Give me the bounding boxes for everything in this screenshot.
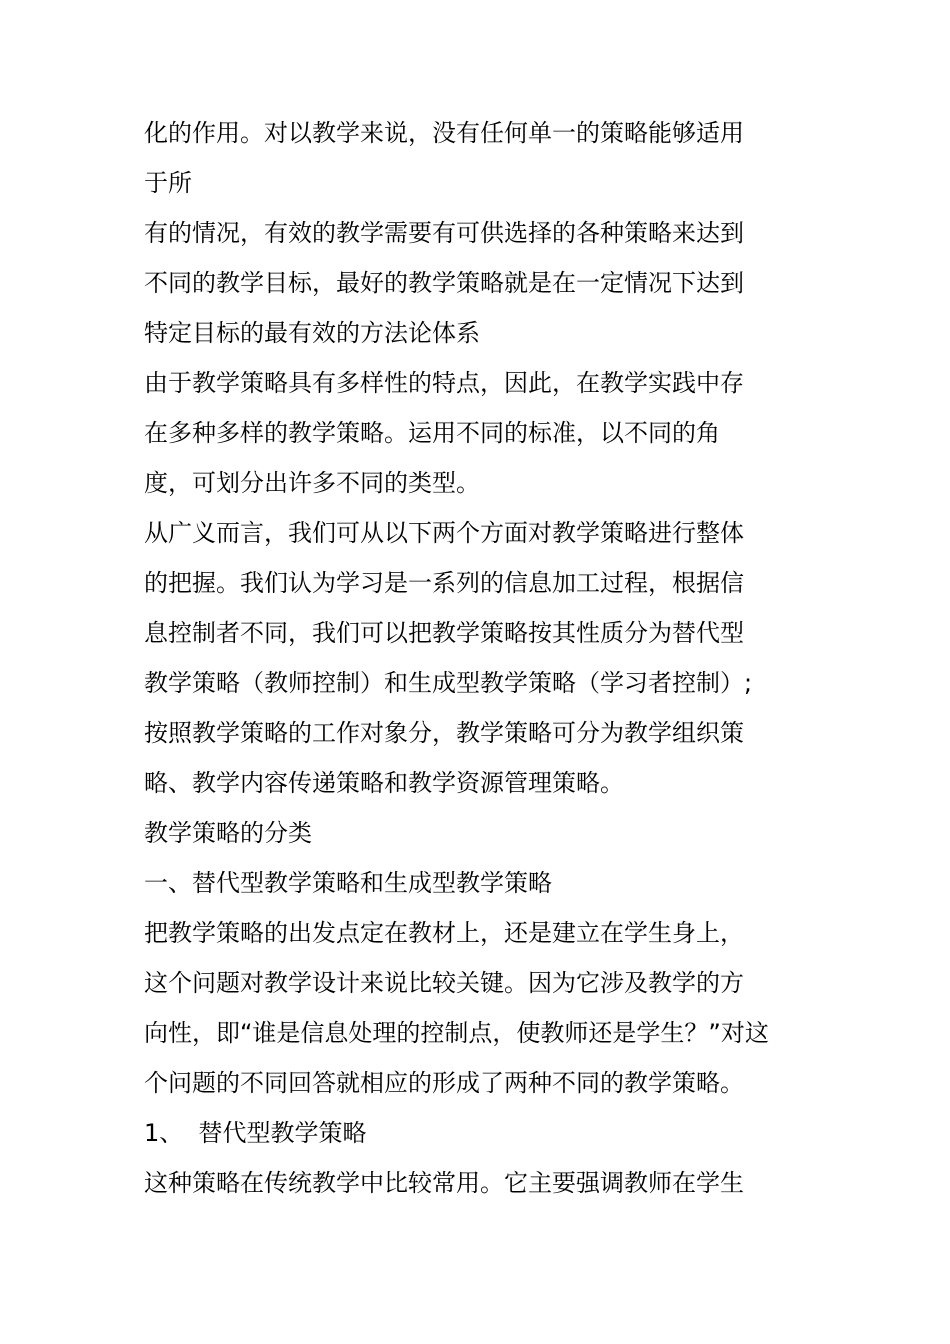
text-line: 于所 (144, 169, 192, 197)
text-line: 这个问题对教学设计来说比较关键。因为它涉及教学的方 (144, 969, 744, 997)
subsection-heading: 一、替代型教学策略和生成型教学策略 (144, 869, 552, 897)
text-line: 个问题的不同回答就相应的形成了两种不同的教学策略。 (144, 1069, 744, 1097)
text-line: 教学策略（教师控制）和生成型教学策略（学习者控制）; (144, 669, 753, 697)
text-line: 的把握。我们认为学习是一系列的信息加工过程，根据信 (144, 569, 744, 597)
text-line: 不同的教学目标，最好的教学策略就是在一定情况下达到 (144, 269, 744, 297)
text-line: 度，可划分出许多不同的类型。 (144, 469, 480, 497)
text-line: 由于教学策略具有多样性的特点，因此，在教学实践中存 (144, 369, 744, 397)
text-line: 按照教学策略的工作对象分，教学策略可分为教学组织策 (144, 719, 744, 747)
text-line: 息控制者不同，我们可以把教学策略按其性质分为替代型 (144, 619, 744, 647)
section-heading: 教学策略的分类 (144, 819, 312, 847)
text-line: 从广义而言，我们可从以下两个方面对教学策略进行整体 (144, 519, 744, 547)
text-line: 向性，即“谁是信息处理的控制点，使教师还是学生？”对这 (144, 1019, 769, 1047)
text-line: 这种策略在传统教学中比较常用。它主要强调教师在学生 (144, 1169, 744, 1197)
text-line: 在多种多样的教学策略。运用不同的标准，以不同的角 (144, 419, 720, 447)
numbered-heading: 1、 替代型教学策略 (144, 1119, 367, 1147)
text-line: 有的情况，有效的教学需要有可供选择的各种策略来达到 (144, 219, 744, 247)
text-line: 略、教学内容传递策略和教学资源管理策略。 (144, 769, 624, 797)
text-line: 特定目标的最有效的方法论体系 (144, 319, 480, 347)
document-body (144, 108, 824, 1208)
text-line: 把教学策略的出发点定在教材上，还是建立在学生身上， (144, 919, 744, 947)
text-line: 化的作用。对以教学来说，没有任何单一的策略能够适用 (144, 119, 744, 147)
